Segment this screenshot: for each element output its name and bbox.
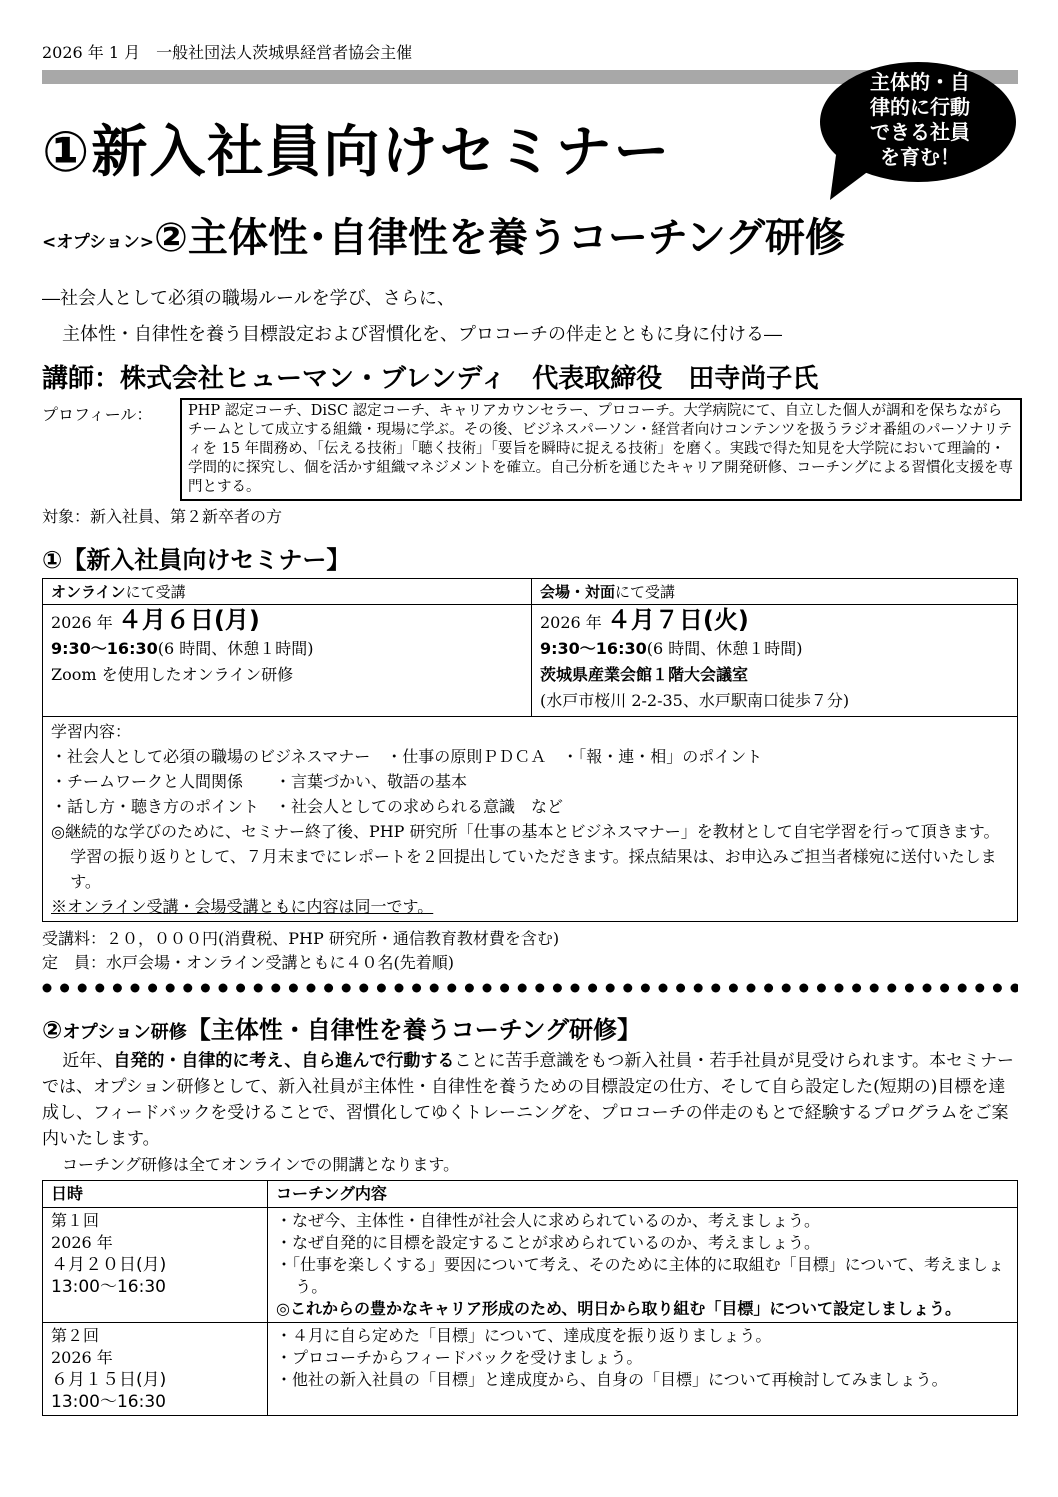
divider-dot bbox=[219, 984, 228, 993]
sub-title bbox=[42, 206, 845, 263]
session2-content bbox=[268, 1323, 1018, 1416]
divider-dot bbox=[166, 984, 175, 993]
divider-dot bbox=[817, 984, 826, 993]
session-year: 2026 年 bbox=[51, 1348, 113, 1367]
divider-dot bbox=[412, 984, 421, 993]
divider-dot bbox=[324, 984, 333, 993]
divider-dot bbox=[940, 984, 949, 993]
main-title: ①新入社員向けセミナー bbox=[42, 120, 672, 185]
section2-num: ② bbox=[42, 1016, 63, 1044]
content-label: 学習内容： bbox=[51, 722, 132, 741]
online-header-rest: にて受講 bbox=[125, 583, 186, 601]
header-datetime: 日時 bbox=[43, 1181, 268, 1208]
session-item: ・なぜ今、主体性・自律性が社会人に求められているのか、考えましょう。 bbox=[276, 1211, 821, 1230]
section2-small: オプション研修 bbox=[62, 1022, 187, 1043]
content-cell bbox=[43, 717, 1018, 922]
divider-dot bbox=[711, 984, 720, 993]
session-date: ６月１５日(月) bbox=[51, 1370, 167, 1390]
online-header bbox=[43, 579, 532, 605]
divider-dot bbox=[289, 984, 298, 993]
speech-bubble-text bbox=[835, 70, 1005, 170]
divider-dot bbox=[271, 984, 280, 993]
divider-dot bbox=[483, 984, 492, 993]
section1-table bbox=[42, 578, 1018, 922]
online-detail: Zoom を使用したオンライン研修 bbox=[51, 665, 294, 684]
session-item: ・プロコーチからフィードバックを受けましょう。 bbox=[276, 1348, 643, 1367]
divider-dot bbox=[993, 984, 1002, 993]
divider-dot bbox=[676, 984, 685, 993]
session-time: 13:00～16:30 bbox=[51, 1392, 166, 1412]
target-audience: 対象：新入社員、第２新卒者の方 bbox=[42, 507, 283, 526]
divider-dot bbox=[870, 984, 879, 993]
divider-dot bbox=[764, 984, 773, 993]
session-date: ４月２０日(月) bbox=[51, 1255, 167, 1275]
fee-value: ２０，０００円 bbox=[106, 929, 219, 948]
venue-date: ４月７日(火) bbox=[606, 606, 749, 634]
divider-dot bbox=[465, 984, 474, 993]
divider-dot bbox=[623, 984, 632, 993]
divider-dot bbox=[659, 984, 668, 993]
venue-header-bold: 会場・対面 bbox=[540, 583, 616, 601]
divider-dot bbox=[447, 984, 456, 993]
divider-dot bbox=[729, 984, 738, 993]
divider-dot bbox=[958, 984, 967, 993]
session2-datetime bbox=[43, 1323, 268, 1416]
divider-dot bbox=[606, 984, 615, 993]
session-time: 13:00～16:30 bbox=[51, 1277, 166, 1297]
online-header-bold: オンライン bbox=[51, 583, 126, 601]
divider-dot bbox=[95, 984, 104, 993]
divider-dot bbox=[236, 984, 245, 993]
session-item: ・なぜ自発的に目標を設定することが求められているのか、考えましょう。 bbox=[276, 1233, 821, 1252]
venue-time-note: (6 時間、休憩１時間) bbox=[646, 639, 803, 658]
header-date-organizer: 2026 年 1 月 一般社団法人茨城県経営者協会主催 bbox=[42, 43, 413, 62]
content-line: ・チームワークと人間関係 ・言葉づかい、敬語の基本 bbox=[51, 772, 468, 791]
dotted-divider bbox=[42, 980, 1018, 996]
intro-pre: 近年、 bbox=[62, 1051, 114, 1071]
session-num: 第１回 bbox=[51, 1211, 100, 1230]
bubble-line: を育む！ bbox=[880, 145, 960, 169]
divider-dot bbox=[905, 984, 914, 993]
tagline-2: 主体性・自律性を養う目標設定および習慣化を、プロコーチの伴走とともに身に付ける― bbox=[62, 324, 782, 345]
venue-place: 茨城県産業会館１階大会議室 bbox=[540, 665, 749, 684]
section1-heading: ①【新入社員向けセミナー】 bbox=[42, 546, 351, 574]
lecturer: 講師：株式会社ヒューマン・ブレンディ 代表取締役 田寺尚子氏 bbox=[42, 364, 819, 394]
online-only-note: コーチング研修は全てオンラインでの開講となります。 bbox=[62, 1155, 460, 1174]
online-year: 2026 年 bbox=[51, 613, 118, 632]
divider-dot bbox=[60, 984, 69, 993]
session1-datetime bbox=[43, 1208, 268, 1323]
session-item: ・「仕事を楽しくする」要因について考え、そのために主体的に取組む「目標」について、考えましょう。 bbox=[276, 1255, 1005, 1296]
session-item: ・４月に自ら定めた「目標」について、達成度を振り返りましょう。 bbox=[276, 1326, 772, 1345]
bubble-line: できる社員 bbox=[870, 120, 970, 144]
divider-dot bbox=[78, 984, 87, 993]
divider-dot bbox=[359, 984, 368, 993]
divider-dot bbox=[852, 984, 861, 993]
session-year: 2026 年 bbox=[51, 1233, 113, 1252]
divider-dot bbox=[535, 984, 544, 993]
content-line: ・話し方・聴き方のポイント ・社会人としての求められる意識 など bbox=[51, 797, 564, 816]
divider-dot bbox=[342, 984, 351, 993]
divider-dot bbox=[641, 984, 650, 993]
venue-cell bbox=[532, 605, 1018, 717]
session-emphasis: ◎これからの豊かなキャリア形成のため、明日から取り組む「目標」について設定しましょう。 bbox=[276, 1299, 962, 1318]
divider-dot bbox=[500, 984, 509, 993]
venue-header bbox=[532, 579, 1018, 605]
divider-dot bbox=[183, 984, 192, 993]
header-content: コーチング内容 bbox=[268, 1181, 1018, 1208]
divider-dot bbox=[588, 984, 597, 993]
same-content-note: ※オンライン受講・会場受講ともに内容は同一です。 bbox=[51, 897, 434, 916]
divider-dot bbox=[131, 984, 140, 993]
online-time-note: (6 時間、休憩１時間) bbox=[157, 639, 314, 658]
divider-dot bbox=[975, 984, 984, 993]
divider-dot bbox=[307, 984, 316, 993]
tagline-1: ―社会人として必須の職場ルールを学び、さらに、 bbox=[42, 288, 455, 309]
divider-dot bbox=[694, 984, 703, 993]
divider-dot bbox=[201, 984, 210, 993]
fee-label: 受講料： bbox=[42, 929, 107, 948]
profile-box: PHP 認定コーチ、DiSC 認定コーチ、キャリアカウンセラー、プロコーチ。大学病院にて、自立した個人が調和を保ちながらチームとして成立する組織・現場に学ぶ。その後、ビジネスパーソン・経営者向けコンテンツを扱うラジオ番組のパーソナリティを 15 年間務め、「伝える技術」「聴く技術」「要旨を瞬時に捉える技術」を磨く。実践で得た知見を大学院において理論的・学問的に探究し、個を活かす組織マネジメントを確立。自己分析を通じたキャリア開発研修、コーチングによる習慣化支援を専門とする。 bbox=[180, 398, 1022, 501]
divider-dot bbox=[835, 984, 844, 993]
sub-title-text: ②主体性･自律性を養うコーチング研修 bbox=[153, 215, 846, 261]
intro-bold: 自発的・自律的に考え、自ら進んで行動する bbox=[113, 1051, 455, 1071]
divider-dot bbox=[43, 984, 52, 993]
divider-dot bbox=[430, 984, 439, 993]
section2-heading bbox=[42, 1010, 641, 1045]
online-cell bbox=[43, 605, 532, 717]
divider-dot bbox=[923, 984, 932, 993]
bubble-line: 律的に行動 bbox=[870, 95, 970, 119]
study-note: ◎継続的な学びのために、セミナー終了後、PHP 研究所「仕事の基本とビジネスマナー」を教材として自宅学習を行って頂きます。学習の振り返りとして、７月末までにレポートを２回提出していただきます。採点結果は、お申込みご担当者様宛に送付いたします。 bbox=[51, 822, 1000, 891]
venue-time: 9:30～16:30 bbox=[540, 639, 647, 658]
venue-address: (水戸市桜川 2-2-35、水戸駅南口徒歩７分) bbox=[540, 691, 850, 710]
session-item: ・他社の新入社員の「目標」と達成度から、自身の「目標」について再検討してみましょう。 bbox=[276, 1370, 948, 1389]
divider-dot bbox=[395, 984, 404, 993]
fee bbox=[42, 926, 559, 949]
option-tag: <オプション> bbox=[42, 232, 154, 253]
coaching-table bbox=[42, 1180, 1018, 1416]
divider-dot bbox=[782, 984, 791, 993]
divider-dot bbox=[1011, 984, 1019, 993]
divider-dot bbox=[799, 984, 808, 993]
divider-dot bbox=[518, 984, 527, 993]
intro-post: ことに苦手意識をもつ新入社員・若手社員が見受けられます。本セミナーでは、オプション研修として、新入社員が主体性・自律性を養うための目標設定の仕方、そして自ら設定した(短期の)目標を達成し、フィードバックを受けることで、習慣化してゆくトレーニングを、プロコーチの伴走のもとで経験するプログラムをご案内いたします。 bbox=[42, 1051, 1015, 1149]
section2-main: 【主体性・自律性を養うコーチング研修】 bbox=[186, 1016, 642, 1044]
venue-year: 2026 年 bbox=[540, 613, 607, 632]
divider-dot bbox=[377, 984, 386, 993]
divider-dot bbox=[571, 984, 580, 993]
bubble-line: 主体的・自 bbox=[870, 70, 970, 94]
content-line: ・社会人として必須の職場のビジネスマナー ・仕事の原則ＰＤＣＡ ・「報・連・相」のポイント bbox=[51, 747, 763, 766]
divider-dot bbox=[254, 984, 263, 993]
session1-content bbox=[268, 1208, 1018, 1323]
divider-dot bbox=[747, 984, 756, 993]
divider-dot bbox=[553, 984, 562, 993]
online-date: ４月６日(月) bbox=[117, 606, 260, 634]
venue-header-rest: にて受講 bbox=[615, 583, 676, 601]
divider-dot bbox=[113, 984, 122, 993]
profile-label: プロフィール： bbox=[42, 405, 153, 424]
divider-dot bbox=[887, 984, 896, 993]
fee-note: (消費税、PHP 研究所・通信教育教材費を含む) bbox=[218, 929, 560, 948]
online-time: 9:30～16:30 bbox=[51, 639, 158, 658]
section2-intro bbox=[42, 1048, 1018, 1152]
session-num: 第２回 bbox=[51, 1326, 100, 1345]
divider-dot bbox=[148, 984, 157, 993]
capacity: 定 員：水戸会場・オンライン受講ともに４０名(先着順) bbox=[42, 953, 455, 972]
